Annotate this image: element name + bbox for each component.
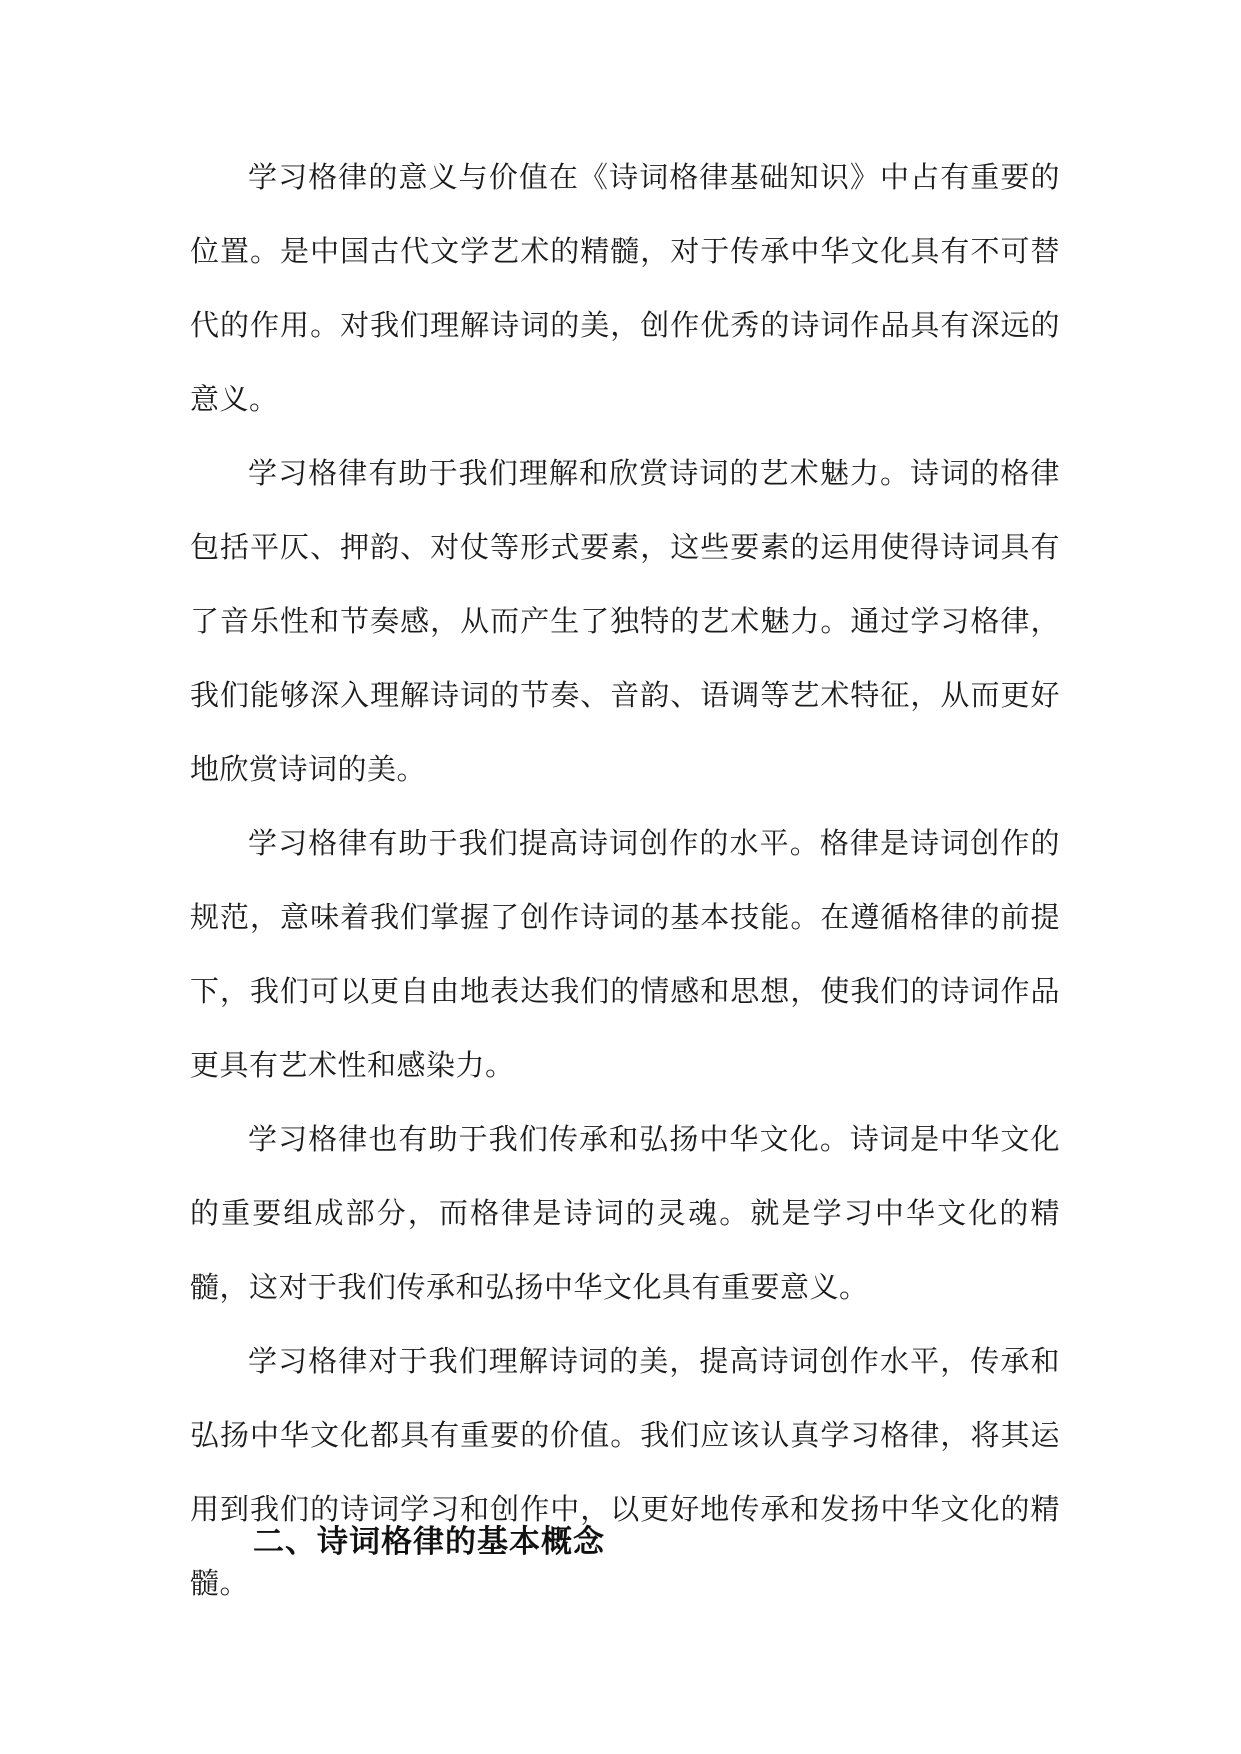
paragraph-1: 学习格律的意义与价值在《诗词格律基础知识》中占有重要的位置。是中国古代文学艺术的精髓，对于传承中华文化具有不可替代的作用。对我们理解诗词的美，创作优秀的诗词作品具有深远的意义。 [190,160,1060,416]
paragraph-3: 学习格律有助于我们提高诗词创作的水平。格律是诗词创作的规范，意味着我们掌握了创作诗词的基本技能。在遵循格律的前提下，我们可以更自由地表达我们的情感和思想，使我们的诗词作品更具有艺术性和感染力。 [190,826,1060,1082]
paragraph-4: 学习格律也有助于我们传承和弘扬中华文化。诗词是中华文化的重要组成部分，而格律是诗词的灵魂。就是学习中华文化的精髓，这对于我们传承和弘扬中华文化具有重要意义。 [190,1122,1060,1304]
body-text [190,140,1060,1620]
paragraph-5: 学习格律对于我们理解诗词的美，提高诗词创作水平，传承和弘扬中华文化都具有重要的价值。我们应该认真学习格律，将其运用到我们的诗词学习和创作中，以更好地传承和发扬中华文化的精髓。 [190,1344,1060,1600]
section-heading: 二、诗词格律的基本概念 [253,1524,605,1560]
paragraph-2: 学习格律有助于我们理解和欣赏诗词的艺术魅力。诗词的格律包括平仄、押韵、对仗等形式要素，这些要素的运用使得诗词具有了音乐性和节奏感，从而产生了独特的艺术魅力。通过学习格律，我们能够深入理解诗词的节奏、音韵、语调等艺术特征，从而更好地欣赏诗词的美。 [190,456,1060,786]
